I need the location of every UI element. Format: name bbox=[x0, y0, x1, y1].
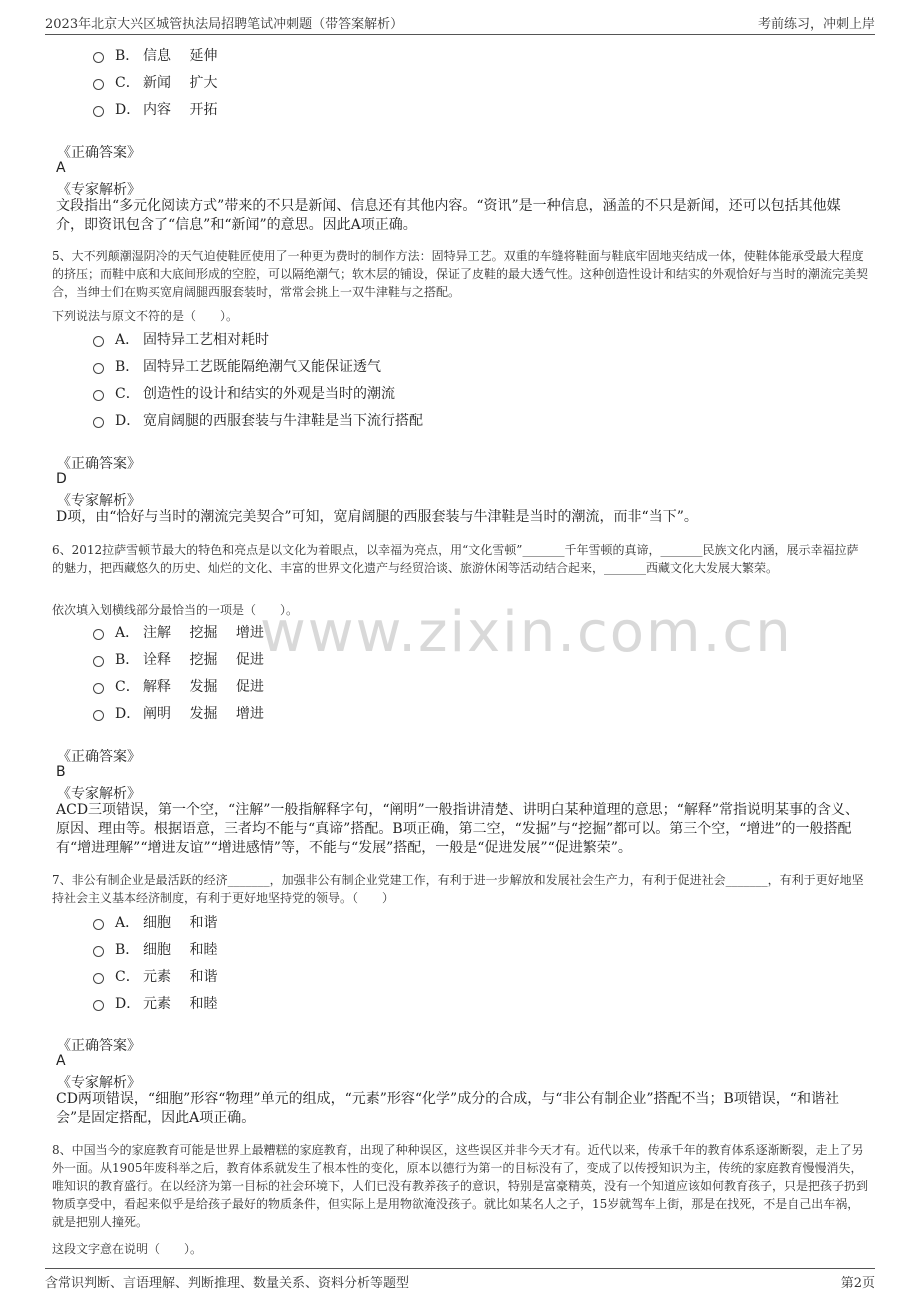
q6-analysis: ACD三项错误，第一个空，“注解”一般指解释字句，“阐明”一般指讲清楚、讲明白某种道理的意思；“解释”常指说明某事的含义、原因、理由等。根据语意，三者均不能与“真谛”搭配。B项正确，第二空，“发掘”与“挖掘”都可以。第三个空，“增进”的一般搭配有“增进理解”“增进友谊”“增进感情”等，不能与“发展”搭配，一般是“促进发展”“促进繁荣”。 bbox=[56, 802, 859, 856]
page-number: 第2页 bbox=[840, 1276, 875, 1291]
header-slogan: 考前练习，冲刺上岸 bbox=[757, 17, 875, 32]
q7-option-c[interactable]: C． 元素 和谐 bbox=[93, 965, 217, 987]
q5-answer-label: 《正确答案》 bbox=[57, 456, 141, 472]
q6-answer-label: 《正确答案》 bbox=[57, 749, 141, 765]
q7-option-d[interactable]: D． 元素 和睦 bbox=[93, 992, 217, 1014]
q5-question: 下列说法与原文不符的是（ ）。 bbox=[52, 309, 239, 323]
radio-icon[interactable] bbox=[93, 390, 104, 401]
radio-icon[interactable] bbox=[93, 417, 104, 428]
radio-icon[interactable] bbox=[93, 973, 104, 984]
q8-stem: 8、中国当今的家庭教育可能是世界上最糟糕的家庭教育，出现了种种误区，这些误区并非今天才有。近代以来，传承千年的教育体系逐渐断裂，走上了另外一面。从1905年废科举之后，教育体系就发生了根本性的变化，原本以德行为第一的目标没有了，变成了以传授知识为主，传统的家庭教育慢慢消失，唯知识的教育盛行。在以经济为第一目标的社会环境下，人们已没有教养孩子的意识，特别是富豪精英，没有一个知道应该如何教育孩子，只是把孩子扔到物质享受中，看起来似乎是给孩子最好的物质条件，但实际上是用物欲淹没孩子。就比如某名人之子，15岁就驾车上街，那是在找死，不是自己出车祸，就是把别人撞死。 bbox=[52, 1143, 869, 1229]
q4-answer-label: 《正确答案》 bbox=[57, 145, 141, 161]
q5-option-c[interactable]: C． 创造性的设计和结实的外观是当时的潮流 bbox=[93, 382, 395, 404]
q7-option-a[interactable]: A． 细胞 和谐 bbox=[93, 911, 217, 933]
q4-analysis: 文段指出“多元化阅读方式”带来的不只是新闻、信息还有其他内容。“资讯”是一种信息，涵盖的不只是新闻，还可以包括其他媒介，即资讯包含了“信息”和“新闻”的意思。因此A项正确。 bbox=[56, 198, 841, 233]
radio-icon[interactable] bbox=[93, 336, 104, 347]
q5-option-b[interactable]: B． 固特异工艺既能隔绝潮气又能保证透气 bbox=[93, 355, 381, 377]
radio-icon[interactable] bbox=[93, 79, 104, 90]
radio-icon[interactable] bbox=[93, 656, 104, 667]
q4-option-c[interactable]: C． 新闻 扩大 bbox=[93, 71, 217, 93]
q7-analysis-label: 《专家解析》 bbox=[57, 1075, 141, 1091]
q4-analysis-label: 《专家解析》 bbox=[57, 182, 141, 198]
q6-option-a[interactable]: A． 注解 挖掘 增进 bbox=[93, 621, 264, 643]
q6-option-b[interactable]: B． 诠释 挖掘 促进 bbox=[93, 648, 264, 670]
q6-option-c[interactable]: C． 解释 发掘 促进 bbox=[93, 675, 264, 697]
radio-icon[interactable] bbox=[93, 919, 104, 930]
q4-option-d[interactable]: D． 内容 开拓 bbox=[93, 98, 217, 120]
q8-question: 这段文字意在说明（ ）。 bbox=[52, 1242, 203, 1256]
radio-icon[interactable] bbox=[93, 710, 104, 721]
radio-icon[interactable] bbox=[93, 363, 104, 374]
radio-icon[interactable] bbox=[93, 106, 104, 117]
q4-option-b[interactable]: B． 信息 延伸 bbox=[93, 44, 217, 66]
watermark: www.zixin.com.cn bbox=[260, 600, 793, 665]
q7-answer-label: 《正确答案》 bbox=[57, 1038, 141, 1054]
page-footer bbox=[45, 1268, 875, 1291]
document-title: 2023年北京大兴区城管执法局招聘笔试冲刺题（带答案解析） bbox=[45, 17, 404, 32]
q6-answer: B bbox=[56, 764, 66, 780]
q5-stem: 5、大不列颠潮湿阴冷的天气迫使鞋匠使用了一种更为费时的制作方法：固特异工艺。双重的车缝将鞋面与鞋底牢固地夹结成一体，使鞋体能承受最大程度的挤压；而鞋中底和大底间形成的空腔，可以隔绝潮气；软木层的铺设，保证了皮鞋的最大透气性。这种创造性设计和结实的外观恰好与当时的潮流完美契合，当绅士们在购买宽肩阔腿西服套装时，常常会挑上一双牛津鞋与之搭配。 bbox=[52, 249, 869, 299]
radio-icon[interactable] bbox=[93, 946, 104, 957]
footer-subjects: 含常识判断、言语理解、判断推理、数量关系、资料分析等题型 bbox=[45, 1276, 410, 1291]
q6-question: 依次填入划横线部分最恰当的一项是（ ）。 bbox=[52, 603, 299, 617]
q5-analysis: D项，由“恰好与当时的潮流完美契合”可知，宽肩阔腿的西服套装与牛津鞋是当时的潮流，而非“当下”。 bbox=[56, 509, 698, 525]
radio-icon[interactable] bbox=[93, 683, 104, 694]
q4-answer: A bbox=[56, 160, 66, 176]
radio-icon[interactable] bbox=[93, 52, 104, 63]
radio-icon[interactable] bbox=[93, 629, 104, 640]
q5-option-d[interactable]: D． 宽肩阔腿的西服套装与牛津鞋是当下流行搭配 bbox=[93, 409, 423, 431]
q5-option-a[interactable]: A． 固特异工艺相对耗时 bbox=[93, 328, 269, 350]
q7-analysis: CD两项错误，“细胞”形容“物理”单元的组成，“元素”形容“化学”成分的合成，与“非公有制企业”搭配不当；B项错误，“和谐社会”是固定搭配，因此A项正确。 bbox=[56, 1091, 839, 1126]
q7-answer: A bbox=[56, 1053, 66, 1069]
page-header bbox=[45, 10, 875, 35]
radio-icon[interactable] bbox=[93, 1000, 104, 1011]
q6-option-d[interactable]: D． 阐明 发掘 增进 bbox=[93, 702, 264, 724]
q7-option-b[interactable]: B． 细胞 和睦 bbox=[93, 938, 217, 960]
q5-analysis-label: 《专家解析》 bbox=[57, 493, 141, 509]
q6-analysis-label: 《专家解析》 bbox=[57, 786, 141, 802]
q6-stem: 6、2012拉萨雪顿节最大的特色和亮点是以文化为着眼点，以幸福为亮点，用“文化雪顿”_______千年雪顿的真谛，_______民族文化内涵，展示幸福拉萨的魅力，把西藏悠久的历史、灿烂的文化、丰富的世界文化遗产与经贸洽谈、旅游休闲等活动结合起来，_______西藏文化大发展大繁荣。 bbox=[52, 543, 859, 575]
q7-stem: 7、非公有制企业是最活跃的经济_______，加强非公有制企业党建工作，有利于进一步解放和发展社会生产力，有利于促进社会_______，有利于更好地坚持社会主义基本经济制度，有利于更好地坚持党的领导。（ ） bbox=[52, 873, 864, 905]
q5-answer: D bbox=[56, 471, 67, 487]
